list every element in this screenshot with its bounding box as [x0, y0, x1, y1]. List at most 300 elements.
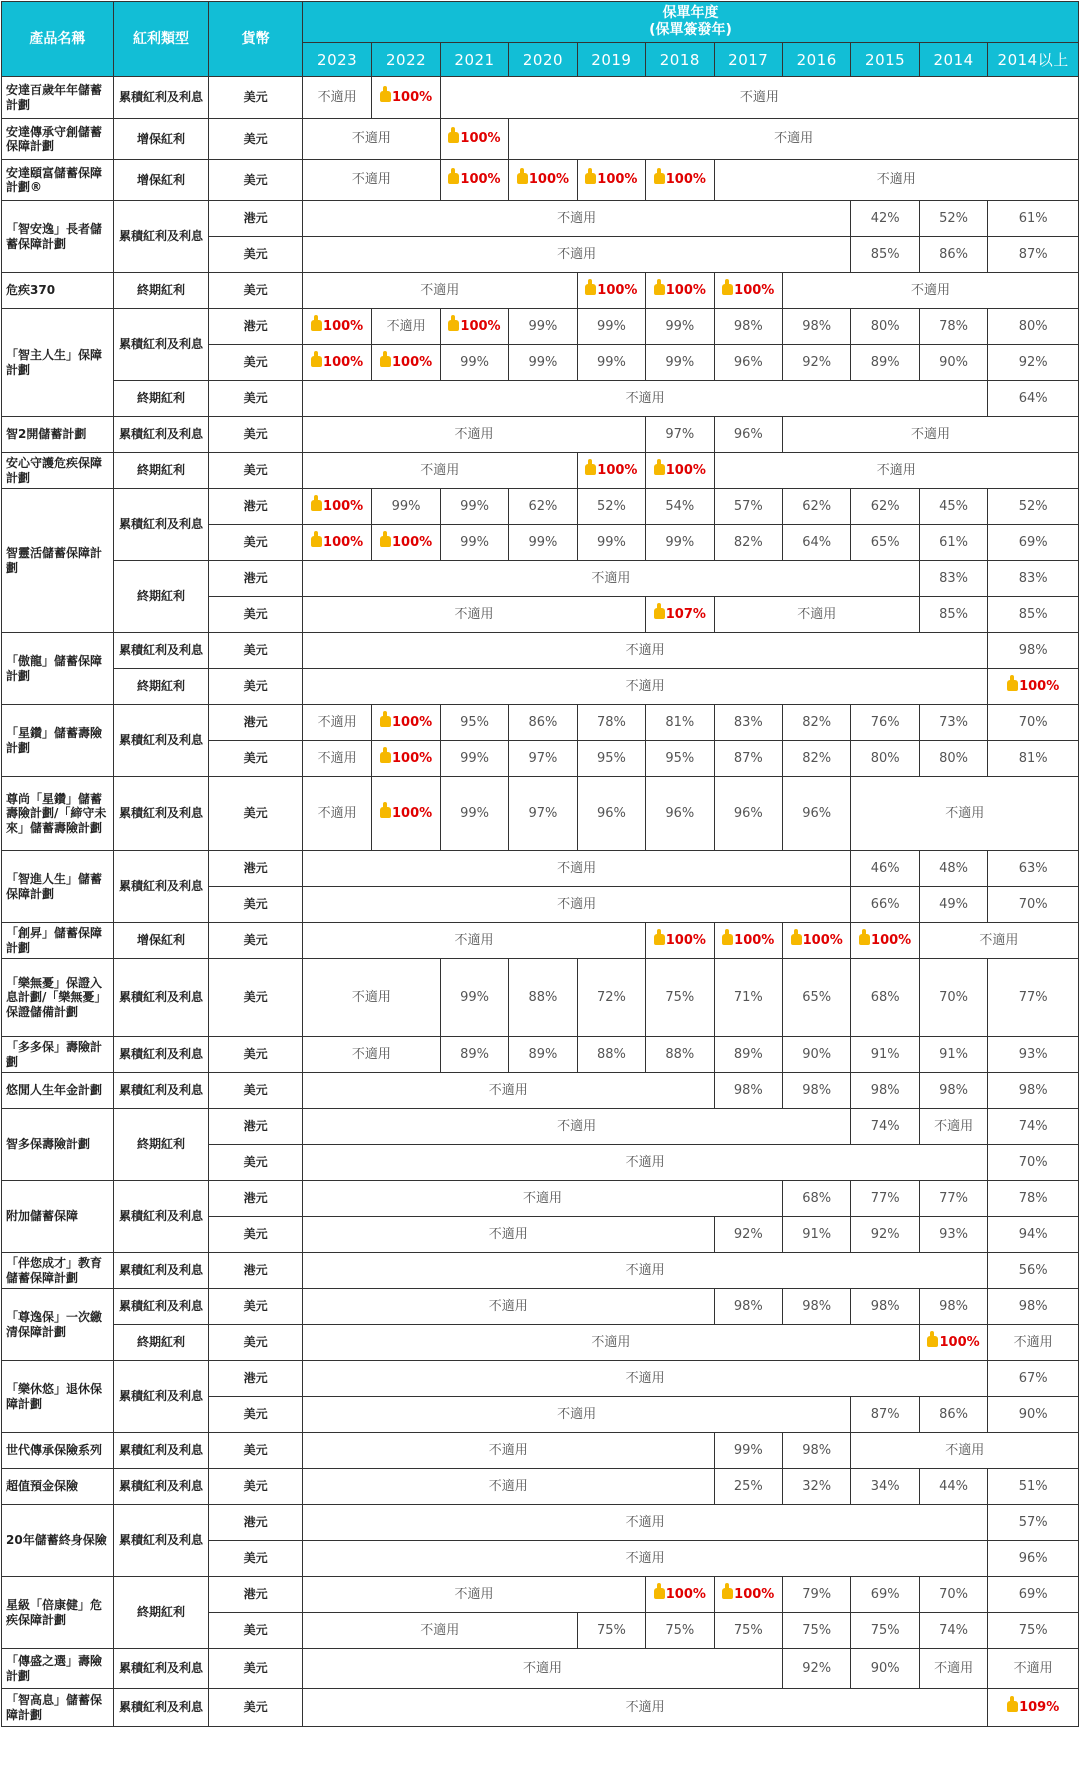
- ratio-cell: 99%: [577, 525, 645, 561]
- ratio-cell: 56%: [988, 1253, 1079, 1289]
- dividend-type-cell: 累積紅利及利息: [113, 1073, 209, 1109]
- header-currency: 貨幣: [209, 2, 303, 77]
- thumbs-up-icon: [654, 608, 665, 619]
- currency-cell: 美元: [209, 669, 303, 705]
- ratio-cell: 98%: [782, 1073, 850, 1109]
- dividend-type-cell: 累積紅利及利息: [113, 1469, 209, 1505]
- highlight-ratio-cell: [646, 453, 714, 489]
- highlight-ratio-value: 100%: [460, 318, 501, 334]
- ratio-cell: 89%: [851, 345, 919, 381]
- currency-cell: 美元: [209, 1037, 303, 1073]
- dividend-type-cell: 終期紅利: [113, 273, 209, 309]
- thumbs-up-icon: [585, 173, 596, 184]
- product-name-cell: 「傲龍」儲蓄保障計劃: [2, 633, 114, 705]
- highlight-ratio-value: 100%: [391, 805, 433, 821]
- table-row: [2, 77, 1079, 119]
- table-row: [2, 201, 1079, 237]
- table-row: [2, 273, 1079, 309]
- highlight-ratio-cell: [509, 160, 577, 201]
- ratio-cell: 77%: [919, 1181, 987, 1217]
- product-name-cell: 「智高息」儲蓄保障計劃: [2, 1689, 114, 1727]
- not-applicable-cell: 不適用: [302, 1613, 577, 1649]
- currency-cell: 美元: [209, 1649, 303, 1689]
- currency-cell: 美元: [209, 453, 303, 489]
- table-row: [2, 1649, 1079, 1689]
- not-applicable-cell: 不適用: [302, 1469, 714, 1505]
- not-applicable-cell: 不適用: [302, 561, 919, 597]
- highlight-ratio-cell: [302, 489, 371, 525]
- not-applicable-cell: 不適用: [302, 959, 440, 1037]
- product-name-cell: 安達傳承守創儲蓄保障計劃: [2, 119, 114, 160]
- ratio-cell: 85%: [919, 597, 987, 633]
- highlight-ratio-cell: [714, 273, 782, 309]
- table-row: [2, 489, 1079, 525]
- dividend-type-cell: 終期紅利: [113, 453, 209, 489]
- ratio-cell: 99%: [440, 959, 508, 1037]
- ratio-cell: 99%: [646, 345, 714, 381]
- dividend-type-cell: 累積紅利及利息: [113, 1253, 209, 1289]
- ratio-cell: 99%: [440, 777, 508, 851]
- ratio-cell: 87%: [988, 237, 1079, 273]
- currency-cell: 港元: [209, 851, 303, 887]
- ratio-cell: 34%: [851, 1469, 919, 1505]
- ratio-cell: 99%: [440, 345, 508, 381]
- highlight-ratio-cell: [302, 525, 371, 561]
- product-name-cell: 智多保壽險計劃: [2, 1109, 114, 1181]
- year-header-5: 2018: [646, 43, 714, 77]
- currency-cell: 美元: [209, 597, 303, 633]
- not-applicable-cell: 不適用: [782, 417, 1078, 453]
- ratio-cell: 96%: [714, 345, 782, 381]
- thumbs-up-icon: [585, 464, 596, 475]
- product-name-cell: 「傳盛之選」壽險計劃: [2, 1649, 114, 1689]
- dividend-type-cell: 終期紅利: [113, 381, 209, 417]
- thumbs-up-icon: [654, 284, 665, 295]
- not-applicable-cell: 不適用: [302, 1289, 714, 1325]
- header-dividend-type: 紅利類型: [113, 2, 209, 77]
- not-applicable-cell: 不適用: [988, 1325, 1079, 1361]
- table-row: [2, 119, 1079, 160]
- year-header-4: 2019: [577, 43, 645, 77]
- currency-cell: 美元: [209, 741, 303, 777]
- thumbs-up-icon: [1007, 1701, 1018, 1712]
- not-applicable-cell: 不適用: [851, 1433, 1079, 1469]
- not-applicable-cell: 不適用: [509, 119, 1079, 160]
- ratio-cell: 90%: [919, 345, 987, 381]
- currency-cell: 港元: [209, 489, 303, 525]
- ratio-cell: 74%: [988, 1109, 1079, 1145]
- thumbs-up-icon: [380, 807, 391, 818]
- dividend-type-cell: 累積紅利及利息: [113, 1181, 209, 1253]
- ratio-cell: 98%: [782, 1433, 850, 1469]
- thumbs-up-icon: [1007, 680, 1018, 691]
- ratio-cell: 83%: [714, 705, 782, 741]
- dividend-type-cell: 累積紅利及利息: [113, 77, 209, 119]
- highlight-ratio-cell: [372, 705, 440, 741]
- currency-cell: 美元: [209, 1289, 303, 1325]
- highlight-ratio-cell: [577, 273, 645, 309]
- highlight-ratio-cell: [714, 1577, 782, 1613]
- not-applicable-cell: 不適用: [988, 1649, 1079, 1689]
- year-header-6: 2017: [714, 43, 782, 77]
- ratio-cell: 44%: [919, 1469, 987, 1505]
- highlight-ratio-cell: [577, 160, 645, 201]
- ratio-cell: 98%: [714, 1289, 782, 1325]
- product-name-cell: 超值預金保險: [2, 1469, 114, 1505]
- highlight-ratio-cell: [302, 345, 371, 381]
- not-applicable-cell: 不適用: [440, 77, 1078, 119]
- highlight-ratio-value: 100%: [460, 172, 501, 188]
- ratio-cell: 82%: [782, 705, 850, 741]
- not-applicable-cell: 不適用: [302, 1037, 440, 1073]
- highlight-ratio-value: 100%: [802, 932, 843, 948]
- not-applicable-cell: 不適用: [919, 923, 1078, 959]
- product-name-cell: 「星鑽」儲蓄壽險計劃: [2, 705, 114, 777]
- ratio-cell: 80%: [851, 741, 919, 777]
- ratio-cell: 68%: [782, 1181, 850, 1217]
- highlight-ratio-value: 100%: [323, 354, 364, 370]
- not-applicable-cell: 不適用: [302, 1541, 987, 1577]
- currency-cell: 美元: [209, 1613, 303, 1649]
- table-row: [2, 669, 1079, 705]
- highlight-ratio-cell: [646, 273, 714, 309]
- thumbs-up-icon: [517, 173, 528, 184]
- currency-cell: 美元: [209, 1145, 303, 1181]
- ratio-cell: 96%: [782, 777, 850, 851]
- ratio-cell: 95%: [577, 741, 645, 777]
- ratio-cell: 70%: [988, 705, 1079, 741]
- highlight-ratio-value: 100%: [665, 462, 706, 478]
- dividend-type-cell: 累積紅利及利息: [113, 309, 209, 381]
- ratio-cell: 85%: [988, 597, 1079, 633]
- currency-cell: 港元: [209, 1109, 303, 1145]
- year-header-10: 2014以上: [988, 43, 1079, 77]
- ratio-cell: 99%: [714, 1433, 782, 1469]
- highlight-ratio-value: 100%: [391, 750, 433, 766]
- highlight-ratio-cell: [577, 453, 645, 489]
- thumbs-up-icon: [448, 320, 459, 331]
- ratio-cell: 97%: [509, 777, 577, 851]
- currency-cell: 港元: [209, 309, 303, 345]
- ratio-cell: 78%: [919, 309, 987, 345]
- not-applicable-cell: 不適用: [302, 1325, 919, 1361]
- thumbs-up-icon: [380, 356, 391, 367]
- policy-year-subtitle: (保單簽發年): [649, 22, 732, 38]
- ratio-cell: 49%: [919, 887, 987, 923]
- dividend-type-cell: 累積紅利及利息: [113, 1505, 209, 1577]
- product-name-cell: 「智主人生」保障計劃: [2, 309, 114, 417]
- not-applicable-cell: 不適用: [302, 453, 577, 489]
- currency-cell: 美元: [209, 1325, 303, 1361]
- ratio-cell: 75%: [851, 1613, 919, 1649]
- ratio-cell: 99%: [577, 309, 645, 345]
- ratio-cell: 77%: [851, 1181, 919, 1217]
- not-applicable-cell: 不適用: [714, 453, 1078, 489]
- highlight-ratio-cell: [988, 669, 1079, 705]
- ratio-cell: 62%: [851, 489, 919, 525]
- dividend-type-cell: 增保紅利: [113, 160, 209, 201]
- not-applicable-cell: 不適用: [302, 597, 645, 633]
- thumbs-up-icon: [654, 173, 665, 184]
- table-header: [2, 2, 1079, 77]
- currency-cell: 港元: [209, 1577, 303, 1613]
- ratio-cell: 91%: [851, 1037, 919, 1073]
- ratio-cell: 98%: [782, 309, 850, 345]
- ratio-cell: 75%: [782, 1613, 850, 1649]
- header-policy-year: [302, 2, 1078, 43]
- not-applicable-cell: 不適用: [302, 1689, 987, 1727]
- thumbs-up-icon: [311, 320, 322, 331]
- ratio-cell: 93%: [988, 1037, 1079, 1073]
- not-applicable-cell: 不適用: [302, 77, 371, 119]
- table-row: [2, 309, 1079, 345]
- product-name-cell: 尊尚「星鑽」儲蓄壽險計劃/「締守未來」儲蓄壽險計劃: [2, 777, 114, 851]
- ratio-cell: 75%: [988, 1613, 1079, 1649]
- ratio-cell: 83%: [919, 561, 987, 597]
- ratio-cell: 81%: [988, 741, 1079, 777]
- table-row: [2, 1037, 1079, 1073]
- dividend-type-cell: 終期紅利: [113, 669, 209, 705]
- year-header-2: 2021: [440, 43, 508, 77]
- highlight-ratio-value: 100%: [597, 172, 638, 188]
- table-row: [2, 1181, 1079, 1217]
- ratio-cell: 98%: [919, 1289, 987, 1325]
- currency-cell: 美元: [209, 1073, 303, 1109]
- dividend-type-cell: 累積紅利及利息: [113, 959, 209, 1037]
- not-applicable-cell: 不適用: [302, 381, 987, 417]
- table-row: [2, 453, 1079, 489]
- ratio-cell: 86%: [919, 237, 987, 273]
- highlight-ratio-value: 100%: [665, 1586, 706, 1602]
- currency-cell: 美元: [209, 1469, 303, 1505]
- product-name-cell: 安達頤富儲蓄保障計劃®: [2, 160, 114, 201]
- highlight-ratio-value: 100%: [597, 282, 638, 298]
- thumbs-up-icon: [380, 91, 391, 102]
- product-name-cell: 「智進人生」儲蓄保障計劃: [2, 851, 114, 923]
- table-row: [2, 959, 1079, 1037]
- product-name-cell: 智靈活儲蓄保障計劃: [2, 489, 114, 633]
- ratio-cell: 62%: [782, 489, 850, 525]
- ratio-cell: 74%: [919, 1613, 987, 1649]
- currency-cell: 港元: [209, 1181, 303, 1217]
- ratio-cell: 89%: [714, 1037, 782, 1073]
- dividend-type-cell: 累積紅利及利息: [113, 1689, 209, 1727]
- ratio-cell: 92%: [782, 345, 850, 381]
- product-name-cell: 世代傳承保險系列: [2, 1433, 114, 1469]
- dividend-type-cell: 累積紅利及利息: [113, 489, 209, 561]
- ratio-cell: 99%: [440, 525, 508, 561]
- ratio-cell: 96%: [714, 417, 782, 453]
- highlight-ratio-value: 100%: [665, 172, 706, 188]
- not-applicable-cell: 不適用: [302, 851, 851, 887]
- not-applicable-cell: 不適用: [302, 1073, 714, 1109]
- ratio-cell: 48%: [919, 851, 987, 887]
- not-applicable-cell: 不適用: [302, 1253, 987, 1289]
- ratio-cell: 80%: [851, 309, 919, 345]
- ratio-cell: 52%: [919, 201, 987, 237]
- year-header-1: 2022: [372, 43, 440, 77]
- highlight-ratio-cell: [988, 1689, 1079, 1727]
- ratio-cell: 65%: [782, 959, 850, 1037]
- ratio-cell: 91%: [782, 1217, 850, 1253]
- ratio-cell: 88%: [509, 959, 577, 1037]
- ratio-cell: 89%: [440, 1037, 508, 1073]
- ratio-cell: 66%: [851, 887, 919, 923]
- highlight-ratio-cell: [372, 777, 440, 851]
- ratio-cell: 98%: [919, 1073, 987, 1109]
- ratio-cell: 54%: [646, 489, 714, 525]
- year-header-9: 2014: [919, 43, 987, 77]
- currency-cell: 美元: [209, 160, 303, 201]
- not-applicable-cell: 不適用: [302, 1649, 782, 1689]
- dividend-type-cell: 累積紅利及利息: [113, 417, 209, 453]
- dividend-type-cell: 終期紅利: [113, 1325, 209, 1361]
- thumbs-up-icon: [380, 536, 391, 547]
- table-row: [2, 1577, 1079, 1613]
- not-applicable-cell: 不適用: [302, 1109, 851, 1145]
- ratio-cell: 98%: [714, 309, 782, 345]
- ratio-cell: 86%: [509, 705, 577, 741]
- dividend-type-cell: 累積紅利及利息: [113, 1433, 209, 1469]
- table-row: [2, 160, 1079, 201]
- table-row: [2, 561, 1079, 597]
- ratio-cell: 64%: [782, 525, 850, 561]
- thumbs-up-icon: [654, 1588, 665, 1599]
- not-applicable-cell: 不適用: [302, 1577, 645, 1613]
- currency-cell: 美元: [209, 237, 303, 273]
- ratio-cell: 69%: [988, 525, 1079, 561]
- ratio-cell: 99%: [646, 525, 714, 561]
- table-row: [2, 1253, 1079, 1289]
- highlight-ratio-value: 109%: [1019, 1699, 1060, 1715]
- currency-cell: 美元: [209, 1433, 303, 1469]
- ratio-cell: 89%: [509, 1037, 577, 1073]
- highlight-ratio-value: 100%: [323, 534, 364, 550]
- thumbs-up-icon: [722, 284, 733, 295]
- table-row: [2, 1289, 1079, 1325]
- highlight-ratio-value: 100%: [734, 282, 775, 298]
- ratio-cell: 46%: [851, 851, 919, 887]
- ratio-cell: 98%: [714, 1073, 782, 1109]
- not-applicable-cell: 不適用: [302, 741, 371, 777]
- currency-cell: 美元: [209, 1397, 303, 1433]
- policy-year-title: 保單年度: [662, 5, 719, 22]
- not-applicable-cell: 不適用: [302, 417, 645, 453]
- not-applicable-cell: 不適用: [851, 777, 1079, 851]
- ratio-cell: 98%: [782, 1289, 850, 1325]
- ratio-cell: 99%: [509, 345, 577, 381]
- ratio-cell: 99%: [440, 489, 508, 525]
- thumbs-up-icon: [380, 716, 391, 727]
- table-row: [2, 417, 1079, 453]
- not-applicable-cell: 不適用: [302, 1361, 987, 1397]
- dividend-type-cell: 累積紅利及利息: [113, 777, 209, 851]
- thumbs-up-icon: [448, 173, 459, 184]
- highlight-ratio-cell: [302, 309, 371, 345]
- ratio-cell: 98%: [851, 1289, 919, 1325]
- header-product-name: 產品名稱: [2, 2, 114, 77]
- not-applicable-cell: 不適用: [714, 597, 919, 633]
- table-row: [2, 777, 1079, 851]
- ratio-cell: 99%: [577, 345, 645, 381]
- ratio-cell: 79%: [782, 1577, 850, 1613]
- ratio-cell: 95%: [646, 741, 714, 777]
- highlight-ratio-value: 100%: [391, 714, 433, 730]
- year-header-8: 2015: [851, 43, 919, 77]
- ratio-cell: 90%: [988, 1397, 1079, 1433]
- ratio-cell: 57%: [714, 489, 782, 525]
- ratio-cell: 97%: [509, 741, 577, 777]
- product-name-cell: 危疾370: [2, 273, 114, 309]
- ratio-cell: 75%: [714, 1613, 782, 1649]
- table-row: [2, 1073, 1079, 1109]
- not-applicable-cell: 不適用: [714, 160, 1078, 201]
- ratio-cell: 69%: [851, 1577, 919, 1613]
- table-row: [2, 851, 1079, 887]
- ratio-cell: 83%: [988, 561, 1079, 597]
- highlight-ratio-value: 100%: [391, 534, 433, 550]
- highlight-ratio-value: 100%: [323, 498, 364, 514]
- ratio-cell: 70%: [919, 959, 987, 1037]
- currency-cell: 美元: [209, 417, 303, 453]
- not-applicable-cell: 不適用: [302, 777, 371, 851]
- dividend-type-cell: 累積紅利及利息: [113, 1649, 209, 1689]
- highlight-ratio-cell: [646, 1577, 714, 1613]
- table-row: [2, 1325, 1079, 1361]
- ratio-cell: 96%: [646, 777, 714, 851]
- ratio-cell: 98%: [988, 1073, 1079, 1109]
- ratio-cell: 93%: [919, 1217, 987, 1253]
- not-applicable-cell: 不適用: [302, 119, 440, 160]
- dividend-type-cell: 累積紅利及利息: [113, 851, 209, 923]
- highlight-ratio-value: 100%: [734, 932, 775, 948]
- highlight-ratio-value: 100%: [939, 1334, 980, 1350]
- ratio-cell: 92%: [988, 345, 1079, 381]
- table-row: [2, 1433, 1079, 1469]
- highlight-ratio-value: 100%: [734, 1586, 775, 1602]
- dividend-fulfillment-table: [1, 1, 1079, 1727]
- ratio-cell: 87%: [851, 1397, 919, 1433]
- thumbs-up-icon: [791, 934, 802, 945]
- thumbs-up-icon: [311, 536, 322, 547]
- ratio-cell: 99%: [440, 741, 508, 777]
- highlight-ratio-value: 100%: [528, 172, 570, 188]
- ratio-cell: 99%: [372, 489, 440, 525]
- ratio-cell: 85%: [851, 237, 919, 273]
- ratio-cell: 61%: [919, 525, 987, 561]
- ratio-cell: 72%: [577, 959, 645, 1037]
- dividend-type-cell: 累積紅利及利息: [113, 1037, 209, 1073]
- ratio-cell: 92%: [714, 1217, 782, 1253]
- product-name-cell: 附加儲蓄保障: [2, 1181, 114, 1253]
- not-applicable-cell: 不適用: [302, 237, 851, 273]
- product-name-cell: 悠閒人生年金計劃: [2, 1073, 114, 1109]
- ratio-cell: 82%: [782, 741, 850, 777]
- year-header-0: 2023: [302, 43, 371, 77]
- highlight-ratio-cell: [372, 345, 440, 381]
- ratio-cell: 92%: [851, 1217, 919, 1253]
- currency-cell: 港元: [209, 1253, 303, 1289]
- not-applicable-cell: 不適用: [782, 273, 1078, 309]
- currency-cell: 美元: [209, 887, 303, 923]
- not-applicable-cell: 不適用: [919, 1109, 987, 1145]
- dividend-type-cell: 累積紅利及利息: [113, 705, 209, 777]
- ratio-cell: 92%: [782, 1649, 850, 1689]
- table-row: [2, 633, 1079, 669]
- table-row: [2, 1109, 1079, 1145]
- ratio-cell: 90%: [782, 1037, 850, 1073]
- ratio-cell: 65%: [851, 525, 919, 561]
